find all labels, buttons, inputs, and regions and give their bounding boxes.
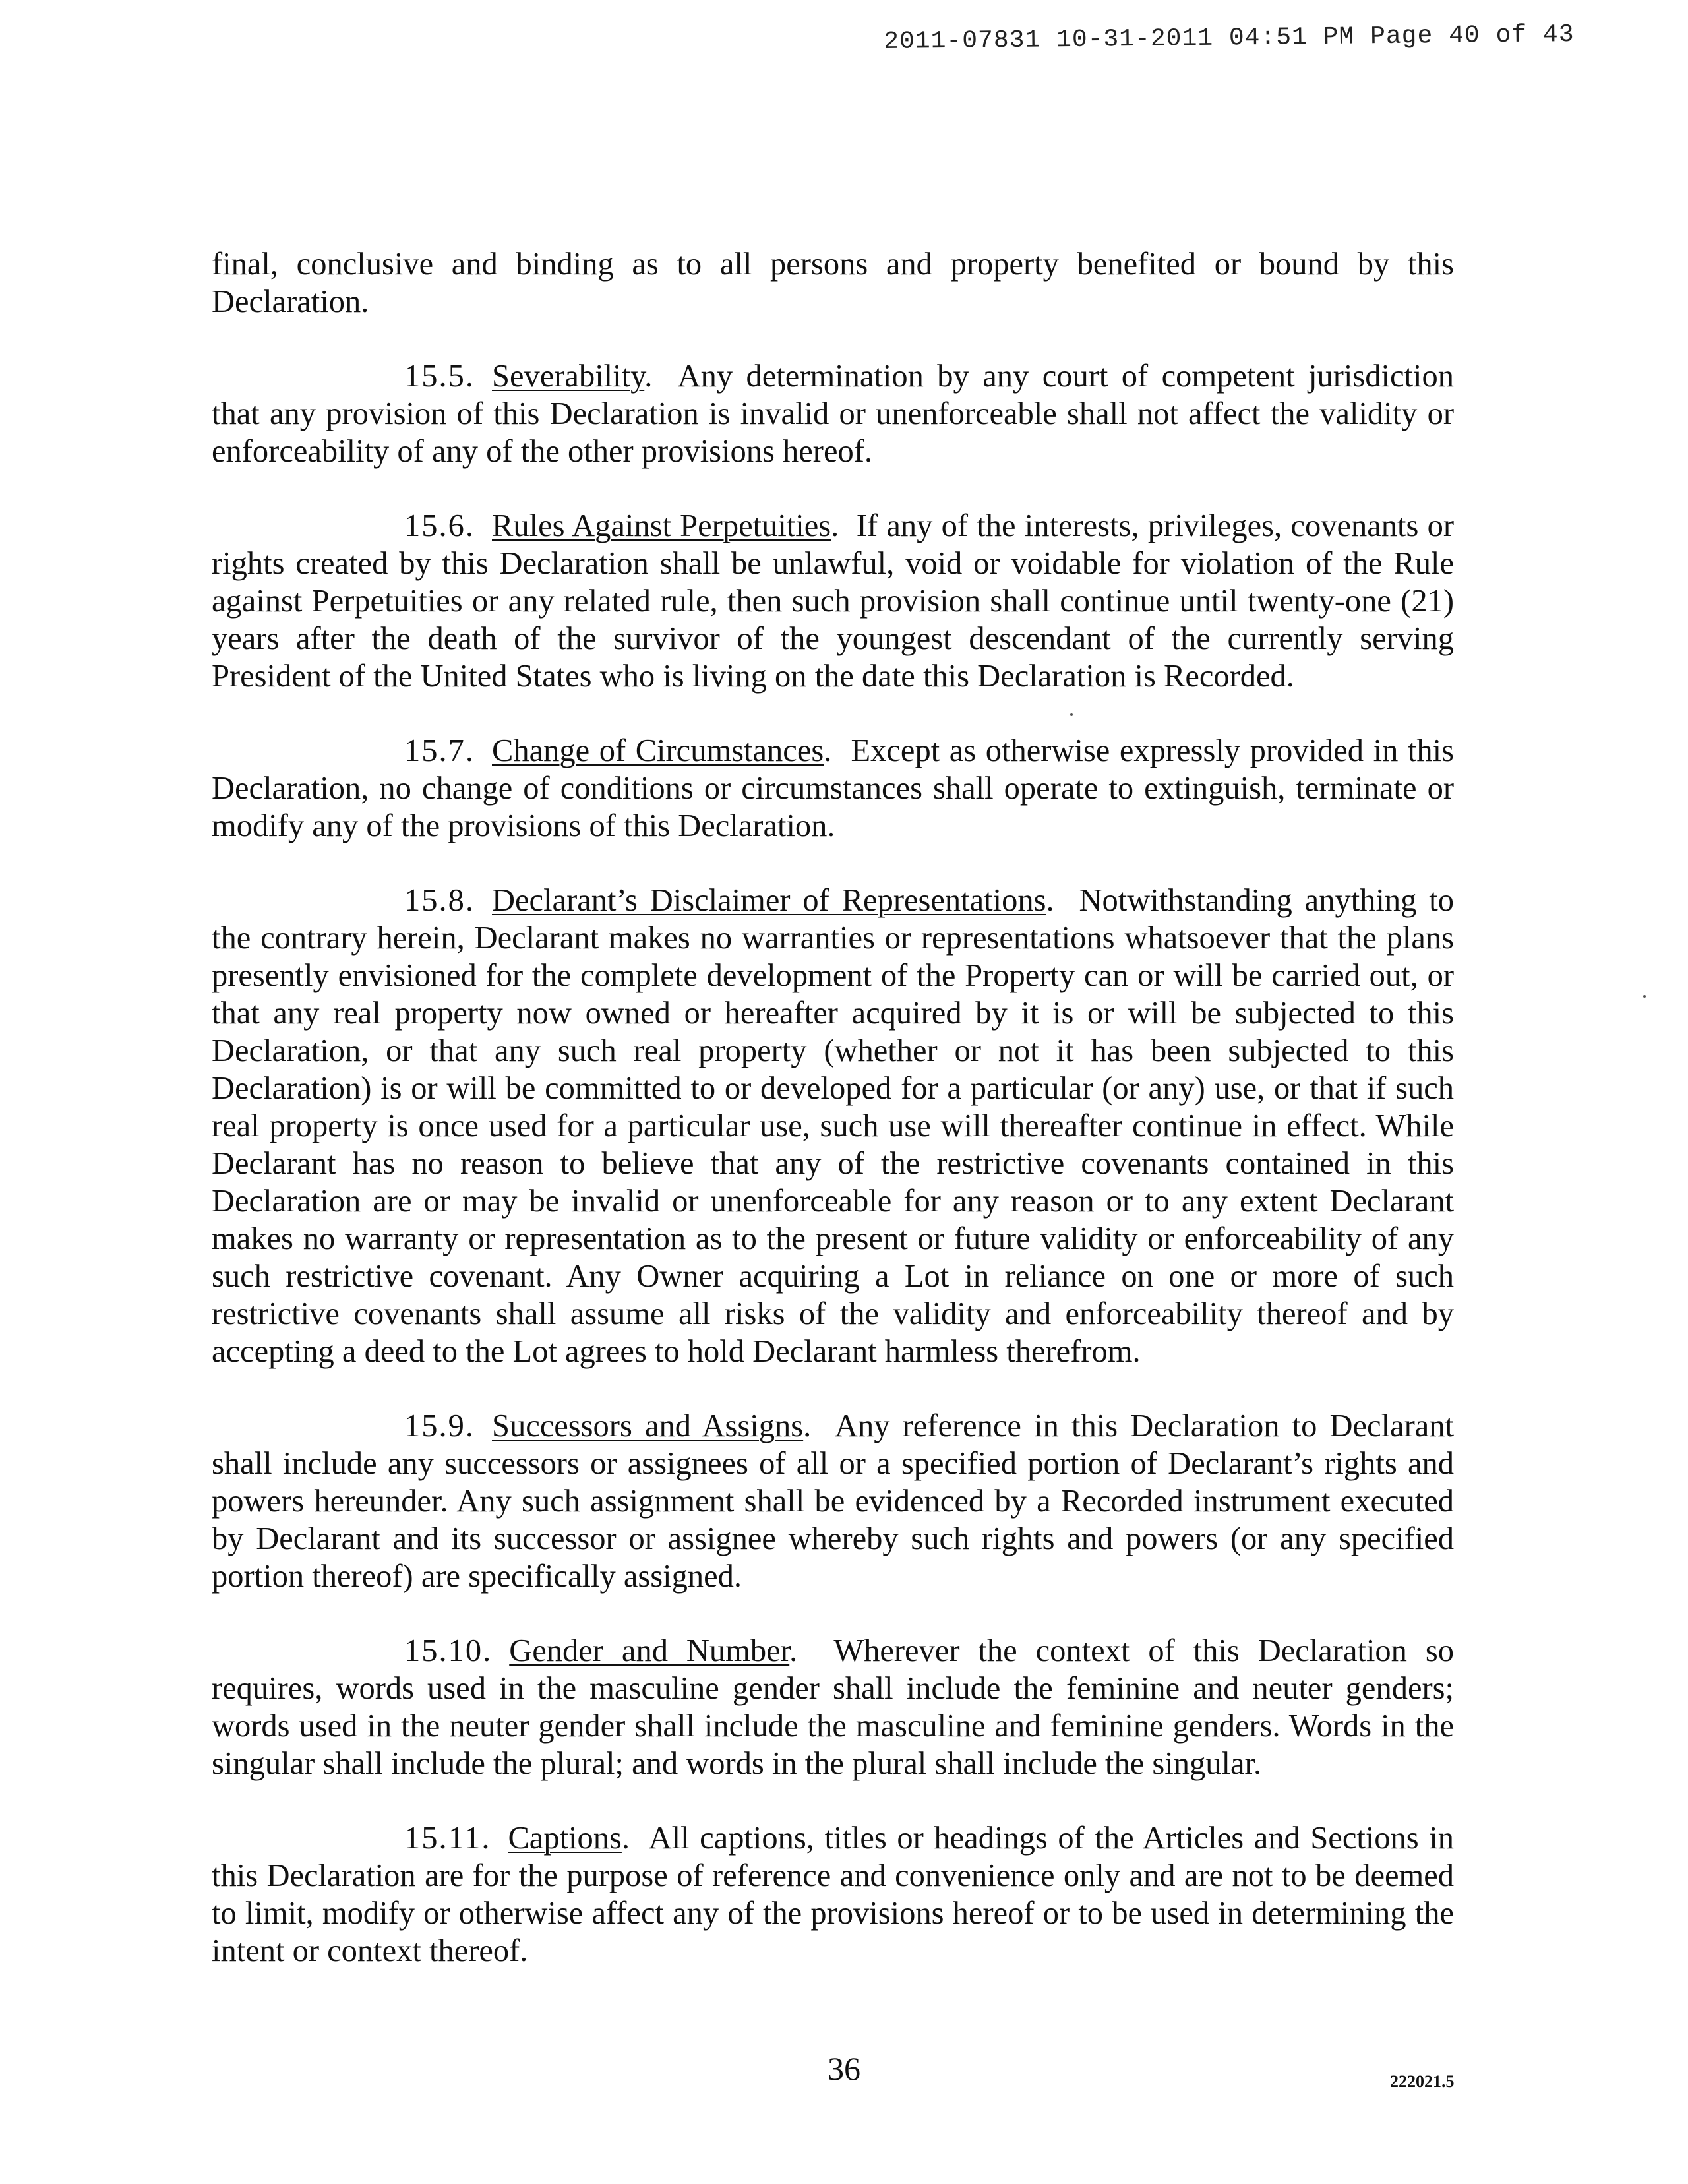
section-number: 15.11.	[404, 1821, 491, 1856]
section-text: All captions, titles or headings of the Articles and Sections in this Declaration are for the purpose of reference and convenience only and are not to be deemed to limit, modify or otherwise affect any of the provisions hereof or to be used in determining the intent or context thereof.	[212, 1821, 1455, 1968]
section-15-7: 15.7. Change of Circumstances. Except as otherwise expressly provided in this Declaration, no change of conditions or circumstances shall operate to extinguish, terminate or modify any of the provisions of this Declaration.	[212, 733, 1454, 843]
section-heading: Severability	[492, 359, 645, 394]
section-heading: Successors and Assigns	[492, 1409, 804, 1443]
paragraph-text: final, conclusive and binding as to all persons and property benefited or bound by this Declaration.	[212, 247, 1454, 319]
section-text: Any reference in this Declaration to Declarant shall include any successors or assignees of all or a specified portion of Declarant’s rights and powers hereunder. Any such assignment shall be evidenced by a Recorded instrument executed by Declarant and its successor or assignee whereby such rights and powers (or any specified portion thereof) are specifically assigned.	[212, 1409, 1454, 1594]
section-number: 15.9.	[404, 1409, 475, 1443]
section-number: 15.7.	[404, 733, 475, 768]
scan-speck	[1070, 713, 1073, 716]
section-15-11: 15.11. Captions. All captions, titles or headings of the Articles and Sections in this Declaration are for the purpose of reference and convenience only and are not to be deemed to limit, modify or otherwise affect any of the provisions hereof or to be used in determining the intent or context thereof.	[212, 1821, 1455, 1968]
paragraph-continuation	[212, 245, 1454, 320]
section-15-6: 15.6. Rules Against Perpetuities. If any of the interests, privileges, covenants or rights created by this Declaration shall be unlawful, void or voidable for violation of the Rule against Perpetuities or any related rule, then such provision shall continue until twenty-one (21) years after the death of the survivor of the youngest descendant of the currently serving President of the United States who is living on the date this Declaration is Recorded.	[212, 508, 1454, 694]
section-text: Except as otherwise expressly provided in this Declaration, no change of conditions or circumstances shall operate to extinguish, terminate or modify any of the provisions of this Declaration.	[212, 733, 1454, 843]
section-heading: Declarant’s Disclaimer of Representations	[492, 883, 1046, 918]
section-number: 15.6.	[404, 508, 475, 543]
section-heading: Gender and Number	[509, 1633, 790, 1668]
section-number: 15.10.	[404, 1633, 493, 1668]
section-text: If any of the interests, privileges, covenants or rights created by this Declaration shall be unlawful, void or voidable for violation of the Rule against Perpetuities or any related rule, then such provision shall continue until twenty-one (21) years after the death of the survivor of the youngest descendant of the currently serving President of the United States who is living on the date this Declaration is Recorded.	[212, 508, 1454, 694]
section-15-10: 15.10. Gender and Number. Wherever the context of this Declaration so requires, words used in the masculine gender shall include the feminine and neuter genders; words used in the neuter gender shall include the masculine and feminine genders. Words in the singular shall include the plural; and words in the plural shall include the singular.	[212, 1633, 1455, 1781]
document-body	[212, 245, 1454, 2007]
section-heading: Captions	[508, 1821, 622, 1856]
section-15-9: 15.9. Successors and Assigns. Any reference in this Declaration to Declarant shall include any successors or assignees of all or a specified portion of Declarant’s rights and powers hereunder. Any such assignment shall be evidenced by a Recorded instrument executed by Declarant and its successor or assignee whereby such rights and powers (or any specified portion thereof) are specifically assigned.	[212, 1409, 1454, 1594]
section-number: 15.8.	[404, 883, 475, 918]
scan-speck	[1643, 995, 1646, 998]
page-number: 36	[828, 2050, 860, 2087]
section-heading: Rules Against Perpetuities	[492, 508, 831, 543]
section-text: Notwithstanding anything to the contrary herein, Declarant makes no warranties or representations whatsoever that the plans presently envisioned for the complete development of the Property can or will be carried out, or that any real property now owned or hereafter acquired by it is or will be subjected to this Declaration, or that any such real property (whether or not it has been subjected to this Declaration) is or will be committed to or developed for a particular (or any) use, or that if such real property is once used for a particular use, such use will thereafter continue in effect. While Declarant has no reason to believe that any of the restrictive covenants contained in this Declaration are or may be invalid or unenforceable for any reason or to any extent Declarant makes no warranty or representation as to the present or future validity or enforceability of any such restrictive covenant. Any Owner acquiring a Lot in reliance on one or more of such restrictive covenants shall assume all risks of the validity and enforceability thereof and by accepting a deed to the Lot agrees to hold Declarant harmless therefrom.	[212, 883, 1455, 1369]
section-text: Wherever the context of this Declaration so requires, words used in the masculine gender shall include the feminine and neuter genders; words used in the neuter gender shall include the masculine and feminine genders. Words in the singular shall include the plural; and words in the plural shall include the singular.	[212, 1633, 1455, 1781]
section-number: 15.5.	[404, 359, 475, 394]
section-heading: Change of Circumstances	[492, 733, 824, 768]
document-code: 222021.5	[1390, 2072, 1455, 2091]
fax-header-line: 2011-07831 10-31-2011 04:51 PM Page 40 of 43	[884, 20, 1575, 56]
section-text: Any determination by any court of competent jurisdiction that any provision of this Declaration is invalid or unenforceable shall not affect the validity or enforceability of any of the other provisions hereof.	[212, 359, 1454, 469]
section-15-8: 15.8. Declarant’s Disclaimer of Representations. Notwithstanding anything to the contrary herein, Declarant makes no warranties or representations whatsoever that the plans presently envisioned for the complete development of the Property can or will be carried out, or that any real property now owned or hereafter acquired by it is or will be subjected to this Declaration, or that any such real property (whether or not it has been subjected to this Declaration) is or will be committed to or developed for a particular (or any) use, or that if such real property is once used for a particular use, such use will thereafter continue in effect. While Declarant has no reason to believe that any of the restrictive covenants contained in this Declaration are or may be invalid or unenforceable for any reason or to any extent Declarant makes no warranty or representation as to the present or future validity or enforceability of any such restrictive covenant. Any Owner acquiring a Lot in reliance on one or more of such restrictive covenants shall assume all risks of the validity and enforceability thereof and by accepting a deed to the Lot agrees to hold Declarant harmless therefrom.	[212, 883, 1455, 1369]
section-15-5: 15.5. Severability. Any determination by any court of competent jurisdiction that any provision of this Declaration is invalid or unenforceable shall not affect the validity or enforceability of any of the other provisions hereof.	[212, 359, 1454, 469]
